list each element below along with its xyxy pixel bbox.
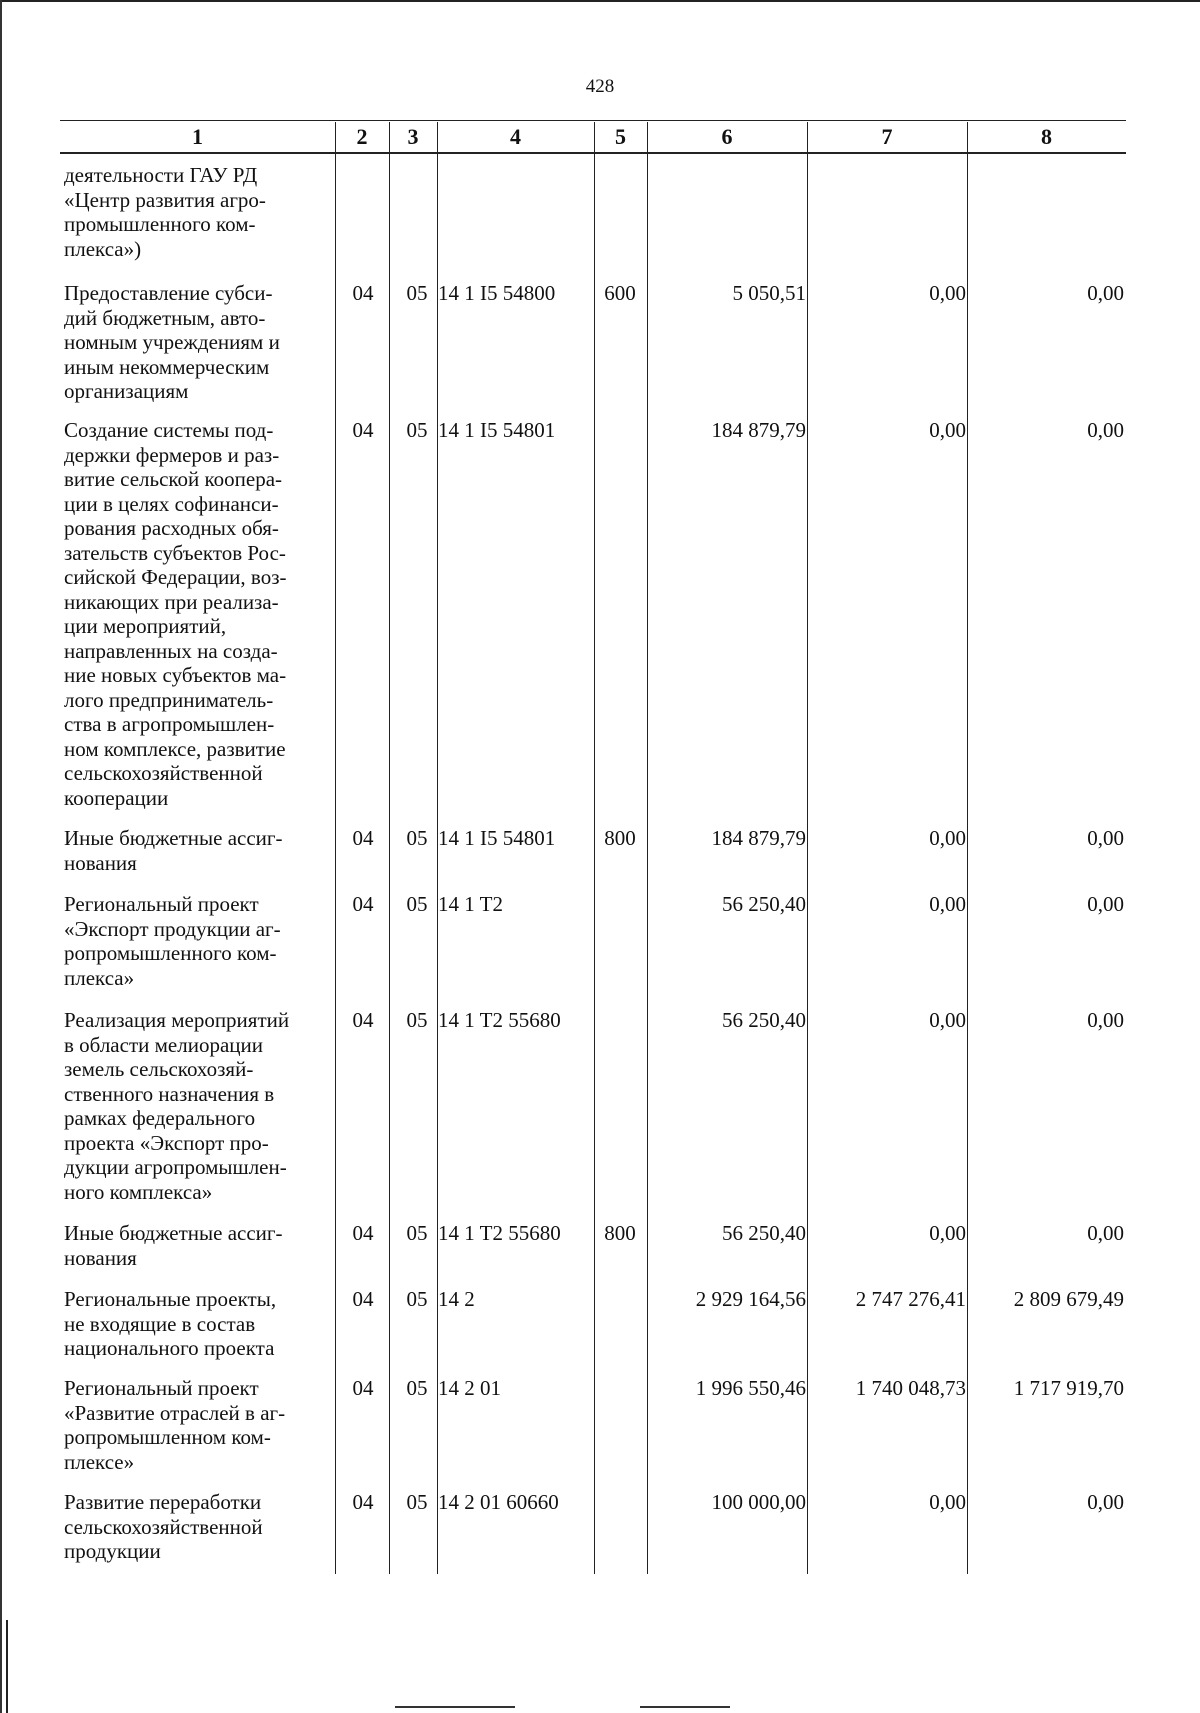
column-divider (647, 122, 648, 1574)
item-name-cell (64, 1287, 334, 1361)
item-name-line: витие сельской коопера- (64, 467, 283, 491)
amount-year2-cell: 0,00 (929, 1490, 966, 1514)
column-header-4: 4 (510, 124, 521, 149)
column-header-1: 1 (192, 124, 203, 149)
item-name-line: Региональный проект (64, 892, 259, 916)
scan-border-left-lower (6, 1620, 8, 1713)
amount-year3-cell: 0,00 (1087, 1221, 1124, 1245)
item-name-line: проекта «Экспорт про- (64, 1130, 269, 1155)
item-name-line: ропромышленном ком- (64, 1425, 271, 1449)
item-name-line: нования (64, 850, 137, 875)
amount-year1-cell: 184 879,79 (711, 826, 806, 850)
razdel-cell: 04 (352, 1008, 374, 1032)
podrazdel-cell: 05 (406, 1287, 428, 1311)
item-name-line: номным учреждениям и (64, 330, 280, 354)
item-name-line: организациям (64, 379, 189, 403)
column-header-2: 2 (356, 124, 368, 149)
podrazdel-cell: 05 (406, 418, 428, 442)
item-name-cell (64, 418, 334, 810)
target-article-cell: 14 1 I5 54801 (438, 418, 556, 442)
amount-year1-cell: 5 050,51 (732, 281, 806, 305)
target-article-cell: 14 1 T2 55680 (438, 1008, 561, 1032)
target-article-cell: 14 1 I5 54801 (438, 826, 556, 850)
item-name-cell (64, 826, 334, 875)
podrazdel-cell: 05 (406, 826, 428, 850)
amount-year3-cell: 0,00 (1087, 418, 1124, 442)
razdel-cell: 04 (352, 1376, 374, 1400)
item-name-line: плекса» (64, 965, 135, 990)
item-name-cell (64, 892, 334, 990)
scan-mark-bottom (640, 1706, 730, 1708)
amount-year1-cell: 56 250,40 (722, 1221, 806, 1245)
item-name-cell (64, 1008, 334, 1204)
scan-mark-bottom (395, 1706, 515, 1708)
column-header-5: 5 (615, 124, 626, 149)
item-name-line: промышленного ком- (64, 212, 256, 236)
item-name-line: иным некоммерческим (64, 354, 270, 379)
item-name-line: кооперации (64, 785, 169, 810)
item-name-line: сельскохозяйственной (64, 1514, 263, 1539)
item-name-line: рамках федерального (64, 1106, 256, 1130)
podrazdel-cell: 05 (406, 892, 428, 916)
amount-year1-cell: 2 929 164,56 (695, 1287, 806, 1311)
item-name-line: Региональные проекты, (64, 1287, 277, 1311)
item-name-line: ции мероприятий, (64, 614, 227, 638)
amount-year1-cell: 56 250,40 (722, 892, 806, 916)
amount-year2-cell: 0,00 (929, 1221, 966, 1245)
item-name-line: лого предприниматель- (64, 687, 274, 712)
amount-year3-cell: 0,00 (1087, 826, 1124, 850)
item-name-line: Развитие переработки (64, 1490, 262, 1514)
amount-year1-cell: 56 250,40 (722, 1008, 806, 1032)
item-name-line: никающих при реализа- (64, 589, 279, 614)
amount-year2-cell: 2 747 276,41 (855, 1287, 966, 1311)
target-article-cell: 14 2 01 (438, 1376, 501, 1400)
item-name-line: сийской Федерации, воз- (64, 565, 287, 589)
item-name-cell (64, 1221, 334, 1270)
scan-border-top (0, 0, 1200, 2)
razdel-cell: 04 (352, 892, 374, 916)
page-number: 428 (585, 76, 615, 97)
podrazdel-cell: 05 (406, 1376, 428, 1400)
razdel-cell: 04 (352, 1221, 374, 1245)
column-divider (967, 122, 968, 1574)
item-name-line: держки фермеров и раз- (64, 442, 280, 467)
item-name-line: «Центр развития агро- (64, 187, 266, 212)
amount-year2-cell: 0,00 (929, 826, 966, 850)
item-name-line: плекса») (64, 236, 142, 261)
item-name-cell (64, 1490, 334, 1564)
item-name-line: Предоставление субси- (64, 281, 273, 305)
amount-year2-cell: 0,00 (929, 892, 966, 916)
item-name-line: Иные бюджетные ассиг- (64, 826, 283, 850)
item-name-line: дукции агропромышлен- (64, 1155, 287, 1179)
column-divider (594, 122, 595, 1574)
item-name-cell (64, 281, 334, 404)
item-name-line: сельскохозяйственной (64, 761, 263, 785)
podrazdel-cell: 05 (406, 281, 428, 305)
column-header-3: 3 (407, 124, 419, 149)
item-name-line: ропромышленного ком- (64, 941, 277, 965)
razdel-cell: 04 (352, 1287, 374, 1311)
table-header-top-rule (60, 120, 1126, 121)
razdel-cell: 04 (352, 418, 374, 442)
item-name-line: продукции (64, 1539, 161, 1563)
item-name-line: ственного назначения в (64, 1081, 275, 1106)
amount-year2-cell: 0,00 (929, 1008, 966, 1032)
item-name-line: рования расходных обя- (64, 516, 279, 540)
amount-year2-cell: 0,00 (929, 418, 966, 442)
target-article-cell: 14 1 T2 (438, 892, 503, 916)
amount-year2-cell: 1 740 048,73 (855, 1376, 966, 1400)
column-header-6: 6 (721, 124, 733, 149)
razdel-cell: 04 (352, 826, 374, 850)
expense-type-cell: 600 (604, 281, 636, 305)
amount-year1-cell: 100 000,00 (711, 1490, 806, 1514)
amount-year3-cell: 0,00 (1087, 281, 1124, 305)
column-divider (335, 122, 336, 1574)
item-name-line: в области мелиорации (64, 1032, 263, 1057)
item-name-line: земель сельскохозяй- (64, 1057, 254, 1081)
item-name-line: плексе» (64, 1449, 135, 1474)
item-name-line: национального проекта (64, 1336, 275, 1360)
target-article-cell: 14 1 T2 55680 (438, 1221, 561, 1245)
item-name-line: направленных на созда- (64, 638, 278, 663)
podrazdel-cell: 05 (406, 1008, 428, 1032)
target-article-cell: 14 1 I5 54800 (438, 281, 556, 305)
item-name-line: ного комплекса» (64, 1179, 213, 1204)
razdel-cell: 04 (352, 1490, 374, 1514)
amount-year3-cell: 0,00 (1087, 892, 1124, 916)
item-name-line: не входящие в состав (64, 1311, 256, 1336)
item-name-line: деятельности ГАУ РД (64, 163, 258, 187)
amount-year3-cell: 2 809 679,49 (1013, 1287, 1124, 1311)
item-name-cell (64, 1376, 334, 1474)
item-name-line: «Развитие отраслей в аг- (64, 1400, 286, 1425)
expense-type-cell: 800 (604, 826, 636, 850)
column-header-7: 7 (881, 124, 893, 149)
expense-type-cell: 800 (604, 1221, 636, 1245)
item-name-line: Региональный проект (64, 1376, 259, 1400)
item-name-line: нования (64, 1245, 137, 1270)
item-name-cell (64, 163, 334, 261)
item-name-line: ства в агропромышлен- (64, 712, 275, 736)
item-name-line: ние новых субъектов ма- (64, 663, 287, 687)
amount-year3-cell: 1 717 919,70 (1013, 1376, 1124, 1400)
target-article-cell: 14 2 (438, 1287, 475, 1311)
amount-year3-cell: 0,00 (1087, 1490, 1124, 1514)
amount-year1-cell: 1 996 550,46 (695, 1376, 806, 1400)
amount-year1-cell: 184 879,79 (711, 418, 806, 442)
item-name-line: Создание системы под- (64, 418, 274, 442)
column-header-8: 8 (1041, 124, 1052, 149)
item-name-line: «Экспорт продукции аг- (64, 916, 281, 941)
column-divider (807, 122, 808, 1574)
item-name-line: дий бюджетным, авто- (64, 305, 266, 330)
item-name-line: Иные бюджетные ассиг- (64, 1221, 283, 1245)
item-name-line: зательств субъектов Рос- (64, 540, 286, 565)
scan-border-left (0, 0, 2, 1713)
item-name-line: ном комплексе, развитие (64, 736, 286, 761)
amount-year3-cell: 0,00 (1087, 1008, 1124, 1032)
podrazdel-cell: 05 (406, 1490, 428, 1514)
item-name-line: ции в целях софинанси- (64, 491, 279, 516)
item-name-line: Реализация мероприятий (64, 1008, 290, 1032)
amount-year2-cell: 0,00 (929, 281, 966, 305)
razdel-cell: 04 (352, 281, 374, 305)
podrazdel-cell: 05 (406, 1221, 428, 1245)
column-divider (389, 122, 390, 1574)
target-article-cell: 14 2 01 60660 (438, 1490, 559, 1514)
